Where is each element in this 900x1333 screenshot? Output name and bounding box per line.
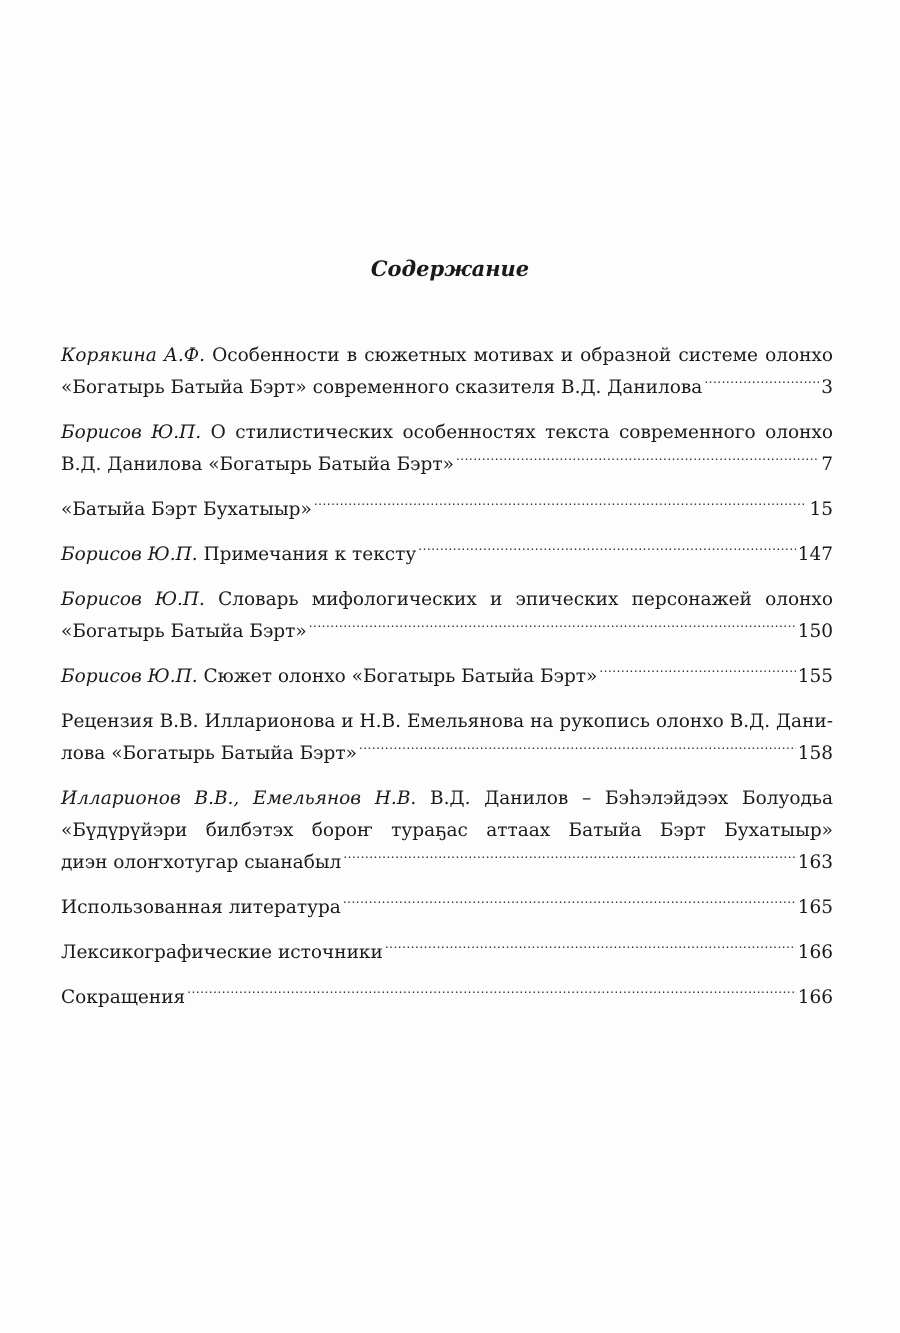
toc-leader-dots	[343, 895, 796, 914]
toc-entry-page: 155	[797, 666, 833, 687]
toc-leader-dots	[309, 619, 796, 638]
toc-entry-first-line	[61, 584, 833, 616]
toc-leader-dots	[599, 664, 795, 683]
toc-entry	[61, 706, 833, 770]
toc-entry-last-line	[61, 738, 833, 770]
toc-entry-title-end: Примечания к тексту	[197, 544, 417, 565]
toc-entry-author: Корякина А.Ф.	[61, 345, 205, 366]
toc-entry-author: Борисов Ю.П.	[61, 589, 205, 610]
toc-entry-title-end: «Богатырь Батыйа Бэрт»	[61, 621, 307, 642]
toc-entry-page: 166	[797, 987, 833, 1008]
toc-entry	[61, 417, 833, 481]
toc-entry-first-line	[61, 783, 833, 815]
toc-entry-title-end: «Богатырь Батыйа Бэрт» современного сказителя В.Д. Данилова	[61, 377, 703, 398]
toc-entry-first-line	[61, 340, 833, 372]
toc-entry	[61, 982, 833, 1014]
toc-entry	[61, 661, 833, 693]
toc-entry-title-end: Лексикографические источники	[61, 942, 383, 963]
toc-entry	[61, 783, 833, 879]
toc-entry-title-end: В.Д. Данилова «Богатырь Батыйа Бэрт»	[61, 454, 454, 475]
toc-entry-author: Илларионов В.В., Емельянов Н.В.	[61, 788, 417, 809]
toc-leader-dots	[418, 542, 795, 561]
table-of-contents	[61, 340, 833, 1027]
toc-entry-title-end: диэн олоҥхотугар сыанабыл	[61, 852, 342, 873]
toc-entry-author: Борисов Ю.П.	[61, 544, 198, 565]
toc-entry-page: 147	[797, 544, 833, 565]
toc-entry-title-end: «Батыйа Бэрт Бухатыыр»	[61, 499, 312, 520]
toc-entry	[61, 539, 833, 571]
toc-leader-dots	[456, 452, 819, 471]
toc-entry-last-line	[61, 937, 833, 969]
toc-entry-last-line	[61, 539, 833, 571]
toc-title: Содержание	[370, 256, 530, 281]
toc-entry-page: 3	[821, 377, 833, 398]
toc-entry-last-line	[61, 847, 833, 879]
toc-entry-title-part: Особенности в сюжетных мотивах и образной системе олонхо	[205, 345, 834, 366]
toc-entry-title-end: лова «Богатырь Батыйа Бэрт»	[61, 743, 357, 764]
toc-leader-dots	[343, 850, 795, 869]
toc-entry-author: Борисов Ю.П.	[61, 422, 202, 443]
toc-entry-title-end: Сюжет олонхо «Богатырь Батыйа Бэрт»	[197, 666, 598, 687]
toc-entry	[61, 892, 833, 924]
toc-entry-text	[61, 539, 416, 571]
toc-leader-dots	[314, 497, 808, 516]
toc-entry-middle-line: «Бүдүрүйэри билбэтэх бороҥ тураҕас аттаах Батыйа Бэрт Бухатыыр»	[61, 820, 833, 841]
toc-entry-page: 15	[809, 499, 833, 520]
toc-entry-last-line	[61, 449, 833, 481]
toc-entry-last-line	[61, 982, 833, 1014]
toc-entry-title-end: Сокращения	[61, 987, 186, 1008]
toc-entry	[61, 494, 833, 526]
toc-entry-page: 150	[797, 621, 833, 642]
toc-entry-title-part: В.Д. Данилов – Бэһэлэйдээх Болуодьа	[416, 788, 833, 809]
toc-entry	[61, 340, 833, 404]
toc-entry	[61, 584, 833, 648]
toc-entry-last-line	[61, 661, 833, 693]
toc-leader-dots	[385, 940, 796, 959]
toc-entry-title-part: Словарь мифологических и эпических персонажей олонхо	[204, 589, 834, 610]
toc-entry-last-line	[61, 892, 833, 924]
toc-entry-title-end: Использованная литература	[61, 897, 341, 918]
toc-entry-page: 7	[821, 454, 833, 475]
toc-entry-last-line	[61, 494, 833, 526]
toc-entry-text	[61, 661, 597, 693]
toc-entry-page: 163	[797, 852, 833, 873]
toc-entry-author: Борисов Ю.П.	[61, 666, 198, 687]
toc-entry-page: 158	[797, 743, 833, 764]
toc-leader-dots	[187, 985, 795, 1004]
toc-entry-last-line	[61, 616, 833, 648]
toc-entry-last-line	[61, 372, 833, 404]
toc-entry-first-line	[61, 417, 833, 449]
toc-leader-dots	[359, 741, 796, 760]
toc-entry-first-line: Рецензия В.В. Илларионова и Н.В. Емельянова на рукопись олонхо В.Д. Дани-	[61, 711, 833, 732]
toc-entry-title-part: О стилистических особенностях текста современного олонхо	[201, 422, 833, 443]
toc-entry-page: 165	[797, 897, 833, 918]
toc-entry	[61, 937, 833, 969]
toc-entry-page: 166	[797, 942, 833, 963]
toc-leader-dots	[704, 375, 819, 394]
